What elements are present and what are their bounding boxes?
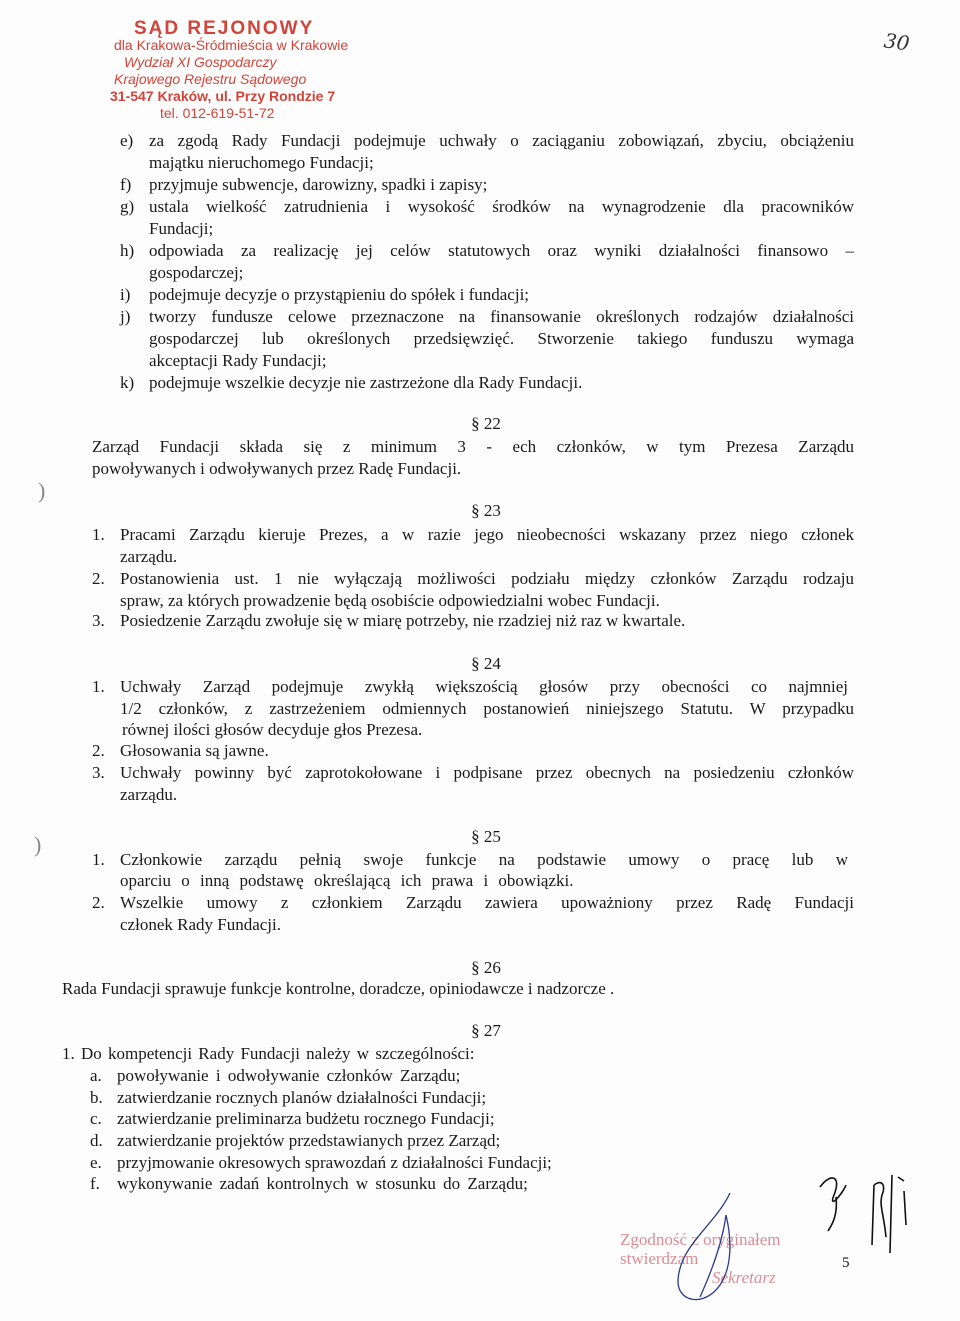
item-text: przyjmowanie okresowych sprawozdań z działalności Fundacji;: [117, 1153, 552, 1172]
paragraph-line: Zarząd Fundacji składa się z minimum 3 - ech członków, w tym Prezesa Zarządu: [92, 437, 854, 456]
item-text: równej ilości głosów decyduje głos Prezesa.: [122, 720, 423, 739]
paragraph-line: Rada Fundacji sprawuje funkcje kontrolne, doradcze, opiniodawcze i nadzorcze .: [62, 979, 615, 998]
item-label: k): [120, 373, 135, 392]
item-label: 2.: [92, 569, 105, 588]
item-text: gospodarczej;: [149, 263, 244, 282]
item-text: zatwierdzanie projektów przedstawianych przez Zarząd;: [117, 1131, 501, 1150]
section-heading-22: § 22: [471, 414, 501, 433]
item-label: b.: [90, 1088, 103, 1107]
item-text: Fundacji;: [149, 219, 214, 238]
item-text: gospodarczej lub określonych przedsięwzięć. Stworzenie takiego funduszu wymaga: [149, 329, 854, 348]
item-text: Posiedzenie Zarządu zwołuje się w miarę potrzeby, nie rzadziej niż raz w kwartale.: [120, 611, 686, 630]
item-label: 1.: [92, 525, 105, 544]
item-text: Pracami Zarządu kieruje Prezes, a w razie jego nieobecności wskazany przez niego członek: [120, 525, 854, 544]
item-label: 1.: [92, 850, 105, 869]
item-text: akceptacji Rady Fundacji;: [149, 351, 327, 370]
item-label: i): [120, 285, 131, 304]
item-label: e): [120, 131, 134, 150]
section-heading-24: § 24: [471, 654, 501, 673]
item-text: Wszelkie umowy z członkiem Zarządu zawiera upoważniony przez Radę Fundacji: [120, 893, 854, 912]
item-text: oparciu o inną podstawę określającą ich prawa i obowiązki.: [120, 871, 574, 890]
item-label: 2.: [92, 741, 105, 760]
item-text: Głosowania są jawne.: [120, 741, 269, 760]
stamp-line-court: SĄD REJONOWY: [134, 18, 315, 39]
item-label: f): [120, 175, 132, 194]
item-text: podejmuje decyzje o przystąpieniu do spółek i fundacji;: [149, 285, 530, 304]
item-text: spraw, za których prowadzenie będą osobiście odpowiedzialni wobec Fundacji.: [120, 591, 660, 610]
item-label: h): [120, 241, 135, 260]
item-text: zarządu.: [120, 547, 178, 566]
paragraph-line: 1. Do kompetencji Rady Fundacji należy w szczególności:: [62, 1044, 475, 1063]
item-label: c.: [90, 1109, 102, 1128]
item-text: za zgodą Rady Fundacji podejmuje uchwały o zaciąganiu zobowiązań, zbyciu, obciążeniu: [149, 131, 854, 150]
handwritten-initials: [812, 1165, 922, 1260]
court-stamp: [110, 20, 348, 122]
item-text: Członkowie zarządu pełnią swoje funkcje na podstawie umowy o pracę lub w: [120, 850, 848, 869]
item-label: a.: [90, 1066, 102, 1085]
item-text: majątku nieruchomego Fundacji;: [149, 153, 374, 172]
stamp-line-register: Krajowego Rejestru Sądowego: [114, 71, 307, 87]
item-label: d.: [90, 1131, 103, 1150]
item-text: tworzy fundusze celowe przeznaczone na finansowanie określonych rodzajów działalności: [149, 307, 854, 326]
item-text: wykonywanie zadań kontrolnych w stosunku do Zarządu;: [117, 1174, 528, 1193]
item-text: Postanowienia ust. 1 nie wyłączają możliwości podziału między członków Zarządu rodzaju: [120, 569, 854, 588]
item-text: 1/2 członków, z zastrzeżeniem odmiennych postanowień niniejszego Statutu. W przypadku: [120, 699, 854, 718]
margin-hole-mark: ): [34, 832, 42, 857]
item-text: zatwierdzanie preliminarza budżetu rocznego Fundacji;: [117, 1109, 495, 1128]
item-text: ustala wielkość zatrudnienia i wysokość środków na wynagrodzenie dla pracowników: [149, 197, 854, 216]
handwritten-page-mark: 30: [882, 28, 911, 56]
signature-scribble: [660, 1185, 760, 1315]
item-label: f.: [90, 1174, 100, 1193]
item-text: powoływanie i odwoływanie członków Zarządu;: [117, 1066, 461, 1085]
stamp-line-address: 31-547 Kraków, ul. Przy Rondzie 7: [110, 88, 336, 104]
cert-stamp-line: Zgodność z oryginałem: [620, 1230, 781, 1249]
item-text: Uchwały Zarząd podejmuje zwykłą większością głosów przy obecności co najmniej: [120, 677, 848, 696]
stamp-line-district: dla Krakowa-Śródmieścia w Krakowie: [114, 37, 349, 53]
section-heading-23: § 23: [471, 501, 501, 520]
item-label: e.: [90, 1153, 102, 1172]
section-heading-25: § 25: [471, 827, 501, 846]
item-text: podejmuje wszelkie decyzje nie zastrzeżone dla Rady Fundacji.: [149, 373, 583, 392]
item-text: przyjmuje subwencje, darowizny, spadki i zapisy;: [149, 175, 488, 194]
item-label: 3.: [92, 611, 105, 630]
page-number: 5: [842, 1255, 850, 1271]
paragraph-line: powoływanych i odwoływanych przez Radę Fundacji.: [92, 459, 462, 478]
cert-stamp-line: Sekretarz: [712, 1268, 776, 1287]
item-label: 1.: [92, 677, 105, 696]
stamp-line-department: Wydział XI Gospodarczy: [124, 54, 277, 70]
item-label: j): [120, 307, 131, 326]
cert-stamp-line: stwierdzam: [620, 1249, 699, 1268]
item-label: 2.: [92, 893, 105, 912]
item-text: odpowiada za realizację jej celów statutowych oraz wyniki działalności finansowo –: [149, 241, 854, 260]
section-heading-27: § 27: [471, 1021, 501, 1040]
section-heading-26: § 26: [471, 958, 501, 977]
margin-hole-mark: ): [38, 478, 46, 503]
item-label: 3.: [92, 763, 105, 782]
stamp-line-phone: tel. 012-619-51-72: [160, 105, 275, 121]
item-text: zatwierdzanie rocznych planów działalności Fundacji;: [117, 1088, 487, 1107]
item-label: g): [120, 197, 135, 216]
item-text: zarządu.: [120, 785, 178, 804]
item-text: członek Rady Fundacji.: [120, 915, 281, 934]
item-text: Uchwały powinny być zaprotokołowane i podpisane przez obecnych na posiedzeniu członków: [120, 763, 854, 782]
